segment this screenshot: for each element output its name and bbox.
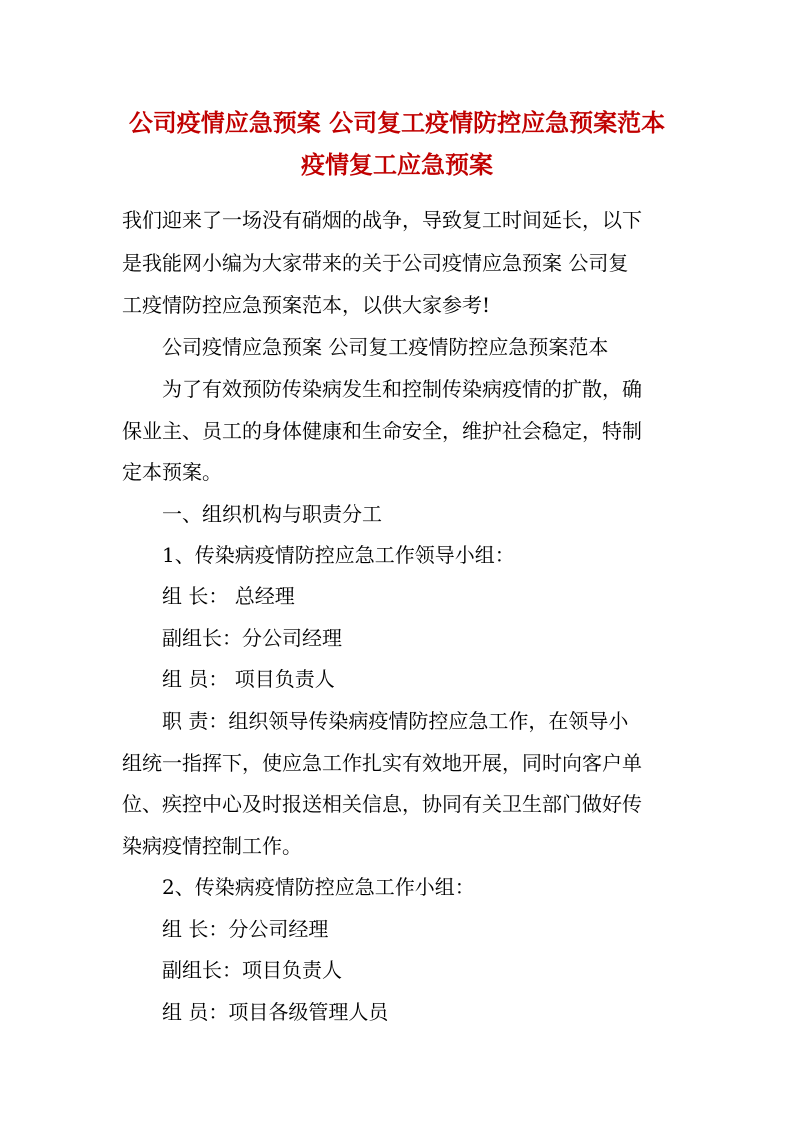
group1-duty-line-4: 染病疫情控制工作。 [122,834,302,858]
group1-duty-line-1: 职 责：组织领导传染病疫情防控应急工作，在领导小 [162,709,629,733]
intro-line-3: 工疫情防控应急预案范本，以供大家参考! [122,293,491,317]
group2-deputy: 副组长：项目负责人 [162,958,342,982]
group2-members: 组 员：项目各级管理人员 [162,1000,389,1024]
group1-heading: 1、传染病疫情防控应急工作领导小组： [162,543,515,567]
group2-leader: 组 长：分公司经理 [162,917,329,941]
subtitle-line: 公司疫情应急预案 公司复工疫情防控应急预案范本 [162,335,609,359]
group1-duty-line-2: 组统一指挥下，使应急工作扎实有效地开展，同时向客户单 [122,751,642,775]
group1-deputy: 副组长：分公司经理 [162,626,342,650]
group1-leader: 组 长： 总经理 [162,584,295,608]
intro-line-2: 是我能网小编为大家带来的关于公司疫情应急预案 公司复 [122,251,629,275]
group1-duty-line-3: 位、疾控中心及时报送相关信息，协同有关卫生部门做好传 [122,792,642,816]
group1-members: 组 员： 项目负责人 [162,667,335,691]
group2-heading: 2、传染病疫情防控应急工作小组： [162,875,475,899]
purpose-line-1: 为了有效预防传染病发生和控制传染病疫情的扩散，确 [162,377,642,401]
purpose-line-2: 保业主、员工的身体健康和生命安全，维护社会稳定，特制 [122,419,642,443]
document-title-line1: 公司疫情应急预案 公司复工疫情防控应急预案范本 [128,108,666,137]
section1-heading: 一、组织机构与职责分工 [162,502,382,526]
purpose-line-3: 定本预案。 [122,460,222,484]
intro-line-1: 我们迎来了一场没有硝烟的战争，导致复工时间延长，以下 [122,208,642,232]
document-title-line2: 疫情复工应急预案 [301,150,493,179]
